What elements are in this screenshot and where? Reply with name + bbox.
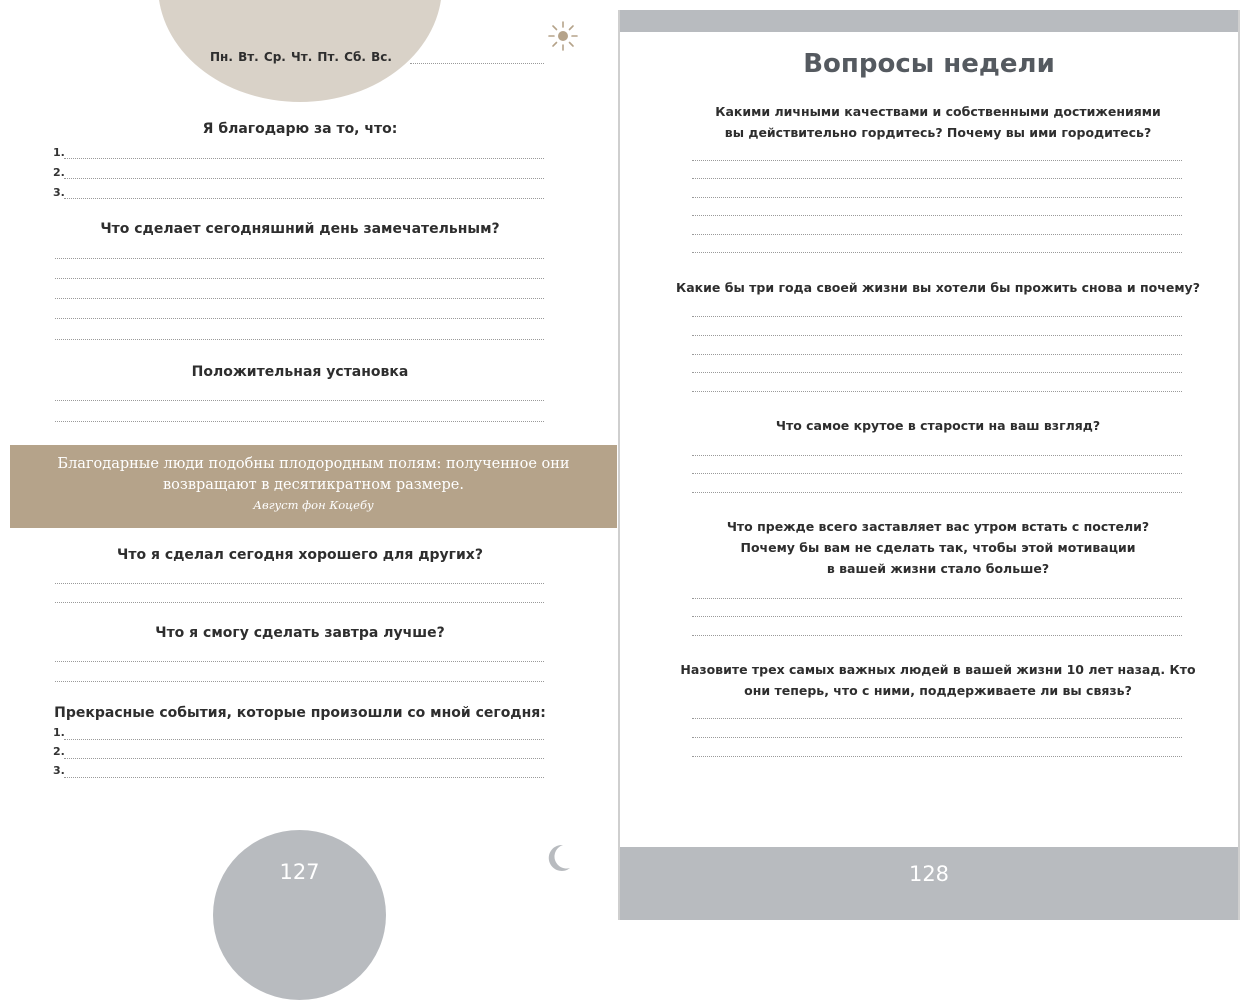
great-day-line[interactable]: [55, 258, 544, 259]
affirmation-heading: Положительная установка: [191, 364, 409, 380]
events-number: 3.: [53, 764, 65, 777]
answer-line[interactable]: [692, 455, 1182, 456]
question-text-line: вы действительно гордитесь? Почему вы ими городитесь?: [724, 125, 1152, 140]
events-number: 1.: [53, 726, 65, 739]
answer-line[interactable]: [692, 737, 1182, 738]
answer-line[interactable]: [692, 354, 1182, 355]
quote-text-line2: возвращают в десятикратном размере.: [163, 477, 464, 493]
question-text-line: Что прежде всего заставляет вас утром встать с постели?: [726, 519, 1150, 534]
question-4: [620, 516, 1250, 579]
great-day-line[interactable]: [55, 278, 544, 279]
improve-line[interactable]: [55, 661, 544, 662]
gratitude-line[interactable]: [64, 198, 544, 199]
affirmation-line[interactable]: [55, 421, 544, 422]
weekday-labels: Пн. Вт. Ср. Чт. Пт. Сб. Вс.: [210, 50, 392, 64]
events-heading: Прекрасные события, которые произошли со мной сегодня:: [54, 705, 546, 721]
answer-line[interactable]: [692, 215, 1182, 216]
date-line[interactable]: [410, 63, 544, 64]
gratitude-number: 3.: [53, 186, 65, 199]
gratitude-number: 2.: [53, 166, 65, 179]
footer-circle: [213, 830, 386, 1000]
answer-line[interactable]: [692, 598, 1182, 599]
question-text-line: Назовите трех самых важных людей в вашей жизни 10 лет назад. Кто: [680, 662, 1196, 677]
good-deeds-heading: Что я сделал сегодня хорошего для других?: [117, 547, 483, 563]
quote-text-line1: Благодарные люди подобны плодородным полям: полученное они: [57, 456, 570, 472]
answer-line[interactable]: [692, 372, 1182, 373]
answer-line[interactable]: [692, 178, 1182, 179]
answer-line[interactable]: [692, 473, 1182, 474]
question-2: [620, 277, 1250, 298]
moon-icon: [544, 842, 572, 874]
question-text-line: Что самое крутое в старости на ваш взгляд?: [775, 418, 1101, 433]
question-1: [620, 101, 1250, 143]
footer-band: [620, 847, 1238, 920]
answer-line[interactable]: [692, 616, 1182, 617]
answer-line[interactable]: [692, 316, 1182, 317]
affirmation-line[interactable]: [55, 400, 544, 401]
great-day-heading: Что сделает сегодняшний день замечательным?: [100, 221, 500, 237]
page-number-left: 127: [279, 860, 320, 884]
good-deeds-line[interactable]: [55, 602, 544, 603]
quote-band: [10, 445, 617, 528]
answer-line[interactable]: [692, 252, 1182, 253]
quote-author: Август фон Коцебу: [253, 498, 374, 512]
question-3: [620, 415, 1250, 436]
events-line[interactable]: [64, 739, 544, 740]
page-title: Вопросы недели: [803, 49, 1055, 79]
top-band: [620, 10, 1238, 32]
question-text-line: в вашей жизни стало больше?: [826, 561, 1050, 576]
great-day-line[interactable]: [55, 298, 544, 299]
question-text-line: Почему бы вам не сделать так, чтобы этой мотивации: [740, 540, 1136, 555]
question-5: [620, 659, 1250, 701]
sun-icon: [545, 18, 581, 54]
events-line[interactable]: [64, 758, 544, 759]
answer-line[interactable]: [692, 234, 1182, 235]
right-page: [618, 10, 1240, 920]
great-day-line[interactable]: [55, 339, 544, 340]
answer-line[interactable]: [692, 197, 1182, 198]
good-deeds-line[interactable]: [55, 583, 544, 584]
page-number-right: 128: [908, 862, 950, 886]
events-number: 2.: [53, 745, 65, 758]
answer-line[interactable]: [692, 635, 1182, 636]
question-text-line: Какими личными качествами и собственными достижениями: [715, 104, 1161, 119]
answer-line[interactable]: [692, 335, 1182, 336]
events-line[interactable]: [64, 777, 544, 778]
great-day-line[interactable]: [55, 318, 544, 319]
answer-line[interactable]: [692, 492, 1182, 493]
answer-line[interactable]: [692, 718, 1182, 719]
question-text-line: они теперь, что с ними, поддерживаете ли вы связь?: [744, 683, 1132, 698]
gratitude-line[interactable]: [64, 158, 544, 159]
answer-line[interactable]: [692, 160, 1182, 161]
improve-heading: Что я смогу сделать завтра лучше?: [155, 625, 445, 641]
left-page: [0, 0, 612, 930]
gratitude-heading: Я благодарю за то, что:: [202, 121, 398, 137]
gratitude-number: 1.: [53, 146, 65, 159]
improve-line[interactable]: [55, 681, 544, 682]
question-text-line: Какие бы три года своей жизни вы хотели бы прожить снова и почему?: [676, 280, 1200, 295]
answer-line[interactable]: [692, 391, 1182, 392]
gratitude-line[interactable]: [64, 178, 544, 179]
answer-line[interactable]: [692, 756, 1182, 757]
